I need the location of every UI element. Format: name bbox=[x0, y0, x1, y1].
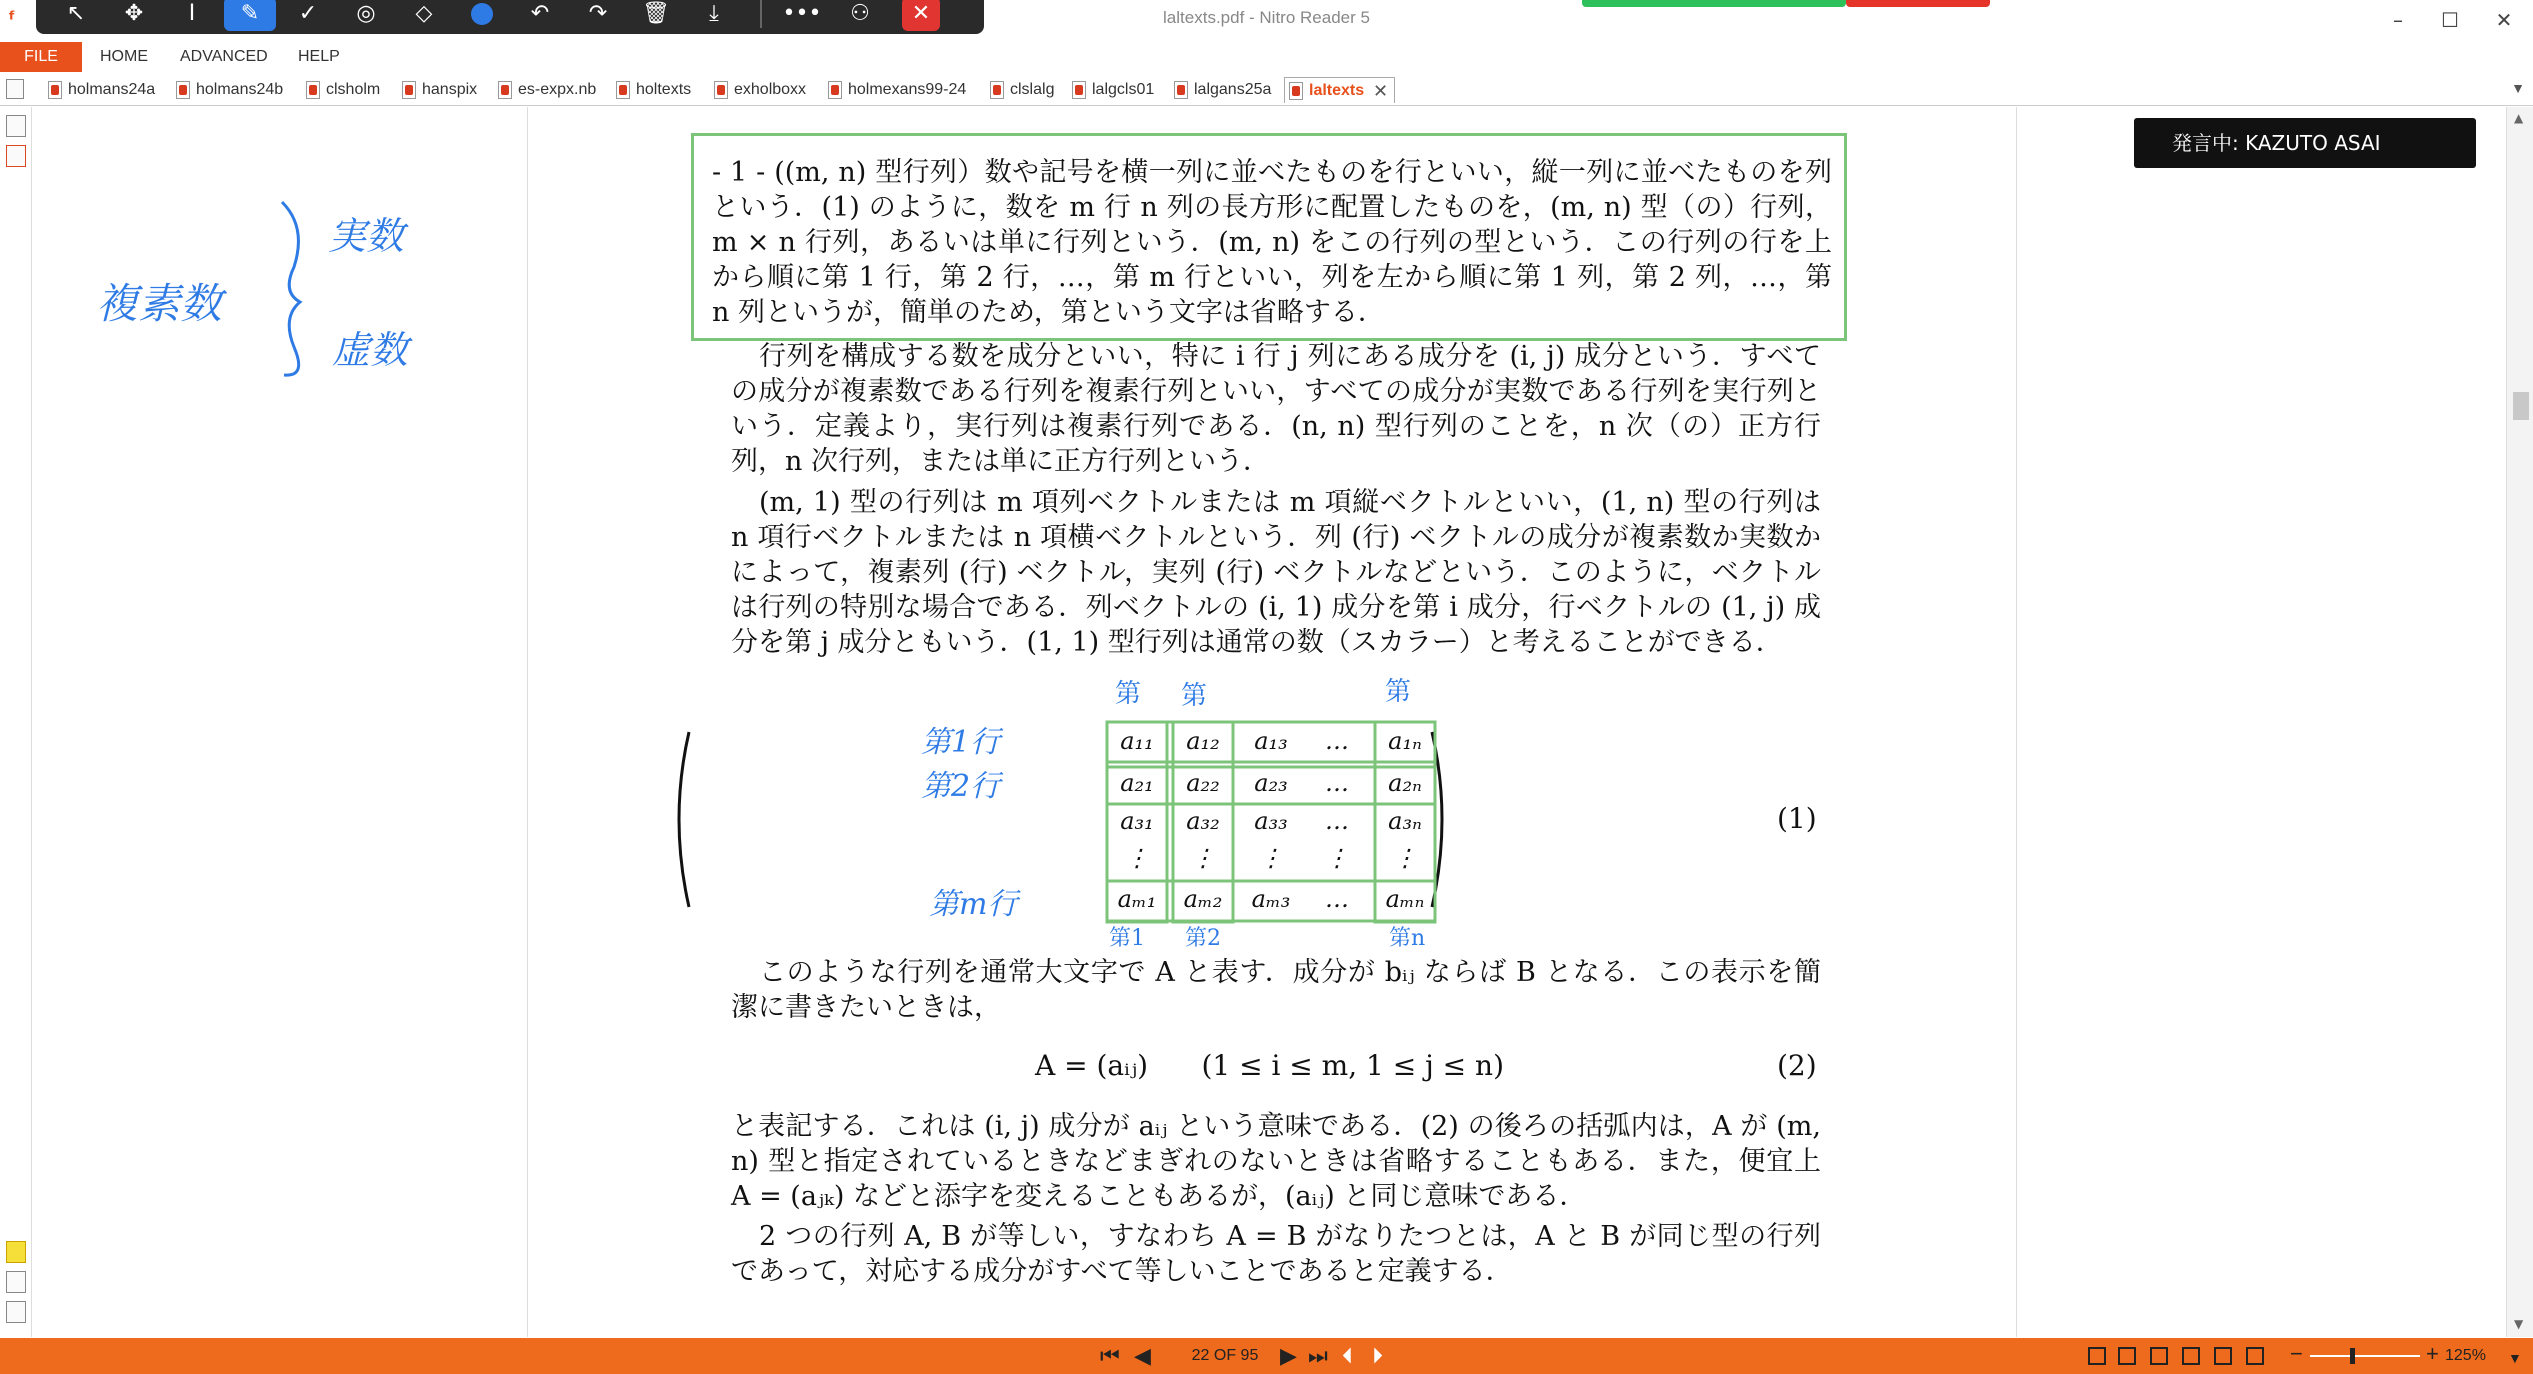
status-chevron-icon[interactable]: ▼ bbox=[2508, 1350, 2522, 1366]
matrix-cell: a₁₁ bbox=[1120, 727, 1154, 755]
note-row-1: 第1行 bbox=[921, 725, 1001, 760]
page-thumbnails-icon[interactable] bbox=[6, 115, 26, 137]
pen-icon[interactable]: ✎ bbox=[224, 0, 276, 31]
page-indicator[interactable]: 22 OF 95 bbox=[1191, 1347, 1259, 1364]
paragraph-notation: このような行列を通常大文字で A と表す．成分が bᵢⱼ ならば B となる．この表示を簡潔に書きたいときは， bbox=[731, 957, 1821, 1023]
tab-clslalg[interactable]: clslalg bbox=[986, 77, 1054, 103]
layers-icon[interactable] bbox=[6, 1301, 26, 1323]
matrix-cell: aₘ₁ bbox=[1117, 885, 1157, 913]
forward-view-icon[interactable]: ⏵ bbox=[1372, 1343, 1384, 1368]
matrix-cell: a₃ₙ bbox=[1388, 807, 1422, 835]
matrix-cell: ⋮ bbox=[1393, 844, 1417, 872]
color-swatch-icon bbox=[471, 3, 493, 25]
first-page-icon[interactable]: ⏮ bbox=[1100, 1343, 1120, 1368]
left-paren bbox=[679, 732, 689, 907]
paragraph-vectors: (m, 1) 型の行列は m 項列ベクトルまたは m 項縦ベクトルといい，(1, n) 型の行列は n 項行ベクトルまたは n 項横ベクトルという．列 (行) ベクトルの成分が複素数か実数かによって，複素列 (行) ベクトル，実列 (行) ベクトルなどという．このように，ベクトルは行列の特別な場合である．列ベクトルの (i, 1) 成分を第 i 成分，行ベクトルの (1, j) 成分を第 j 成分ともいう．(1, 1) 型行列は通常の数（スカラー）と考えることができる． bbox=[731, 487, 1821, 658]
note-imaginary-number: 虚数 bbox=[332, 328, 409, 372]
matrix-cell: a₃₃ bbox=[1254, 807, 1288, 835]
matrix-cell: aₘ₂ bbox=[1183, 885, 1223, 913]
equation-2-number: (2) bbox=[1777, 1049, 1817, 1082]
facing-view-icon[interactable] bbox=[2150, 1347, 2168, 1365]
paragraph-components: 行列を構成する数を成分といい，特に i 行 j 列にある成分を (i, j) 成分という．すべての成分が複素数である行列を複素行列といい，すべての成分が実数である行列を実行列という．定義より，実行列は複素行列である．(n, n) 型行列のことを，n 次（の）正方行列，n 次行列，または単に正方行列という． bbox=[731, 341, 1821, 477]
matrix-cell: a₁ₙ bbox=[1388, 727, 1422, 755]
vertical-scrollbar[interactable] bbox=[2506, 107, 2533, 1337]
note-col-1-bottom: 第1 bbox=[1109, 926, 1145, 951]
pdf-file-icon bbox=[1289, 82, 1303, 100]
note-col-2-bottom: 第2 bbox=[1185, 926, 1221, 951]
matrix-cell: a₃₁ bbox=[1120, 807, 1154, 835]
maximize-button[interactable]: ☐ bbox=[2441, 8, 2459, 32]
users-icon[interactable]: ⚇ bbox=[850, 1, 870, 26]
note-complex-number: 複素数 bbox=[96, 279, 223, 328]
note-row-2: 第2行 bbox=[921, 769, 1001, 804]
bookmarks-icon[interactable] bbox=[6, 145, 26, 167]
eraser-icon[interactable]: ◇ bbox=[415, 1, 433, 26]
facing-continuous-view-icon[interactable] bbox=[2182, 1347, 2200, 1365]
tab-list-icon[interactable] bbox=[6, 79, 24, 99]
fit-width-icon[interactable] bbox=[2214, 1347, 2232, 1365]
pdf-file-icon bbox=[176, 81, 190, 99]
tab-hanspix[interactable]: hanspix bbox=[398, 77, 477, 103]
pdf-file-icon bbox=[616, 81, 630, 99]
equation-1-number: (1) bbox=[1777, 802, 1817, 835]
equation-2: A = (aᵢⱼ) (1 ≤ i ≤ m, 1 ≤ j ≤ n) bbox=[1035, 1049, 1504, 1082]
tab-holtexts[interactable]: holtexts bbox=[612, 77, 691, 103]
window-title: laltexts.pdf - Nitro Reader 5 bbox=[1163, 8, 1370, 27]
nitro-logo-icon[interactable]: ᶠ bbox=[8, 7, 16, 31]
pdf-file-icon bbox=[48, 81, 62, 99]
color-picker-button[interactable] bbox=[456, 0, 508, 31]
matrix-cell: a₂₂ bbox=[1186, 769, 1220, 797]
pdf-page[interactable] bbox=[529, 107, 2016, 1337]
tab-lalgcls01[interactable]: lalgcls01 bbox=[1068, 77, 1154, 103]
paragraph-equality: 2 つの行列 A, B が等しい，すなわち A = B がなりたつとは，A と B が同じ型の行列であって，対応する成分がすべて等しいことであると定義する． bbox=[731, 1221, 1821, 1287]
toolbar-separator bbox=[760, 0, 762, 28]
left-margin-area bbox=[32, 107, 528, 1337]
undo-icon[interactable]: ↶ bbox=[530, 1, 550, 26]
tab-laltexts[interactable]: laltexts ✕ bbox=[1284, 77, 1395, 103]
check-icon[interactable]: ✓ bbox=[298, 1, 318, 26]
pdf-file-icon bbox=[1174, 81, 1188, 99]
matrix-cell: aₘ₃ bbox=[1251, 885, 1291, 913]
pdf-file-icon bbox=[306, 81, 320, 99]
tab-lalgans25a[interactable]: lalgans25a bbox=[1170, 77, 1271, 103]
menu-help[interactable]: HELP bbox=[298, 48, 340, 65]
matrix-cell: a₁₃ bbox=[1254, 727, 1288, 755]
note-col-2-top: 第 bbox=[1181, 681, 1208, 711]
scroll-up-icon[interactable]: ▲ bbox=[2514, 111, 2524, 125]
more-icon[interactable]: ••• bbox=[782, 1, 822, 26]
menu-advanced[interactable]: ADVANCED bbox=[180, 48, 268, 65]
brace-stroke bbox=[282, 202, 300, 375]
matrix-cell: … bbox=[1325, 885, 1349, 913]
tab-holmans24b[interactable]: holmans24b bbox=[172, 77, 283, 103]
paragraph-definition: - 1 - ((m, n) 型行列）数や記号を横一列に並べたものを行といい，縦一列に並べたものを列という．(1) のように，数を m 行 n 列の長方形に配置したものを，(m, n) 型（の）行列，m × n 行列，あるいは単に行列という．(m, n) をこの行列の型という．この行列の行を上から順に第 1 行，第 2 行，…，第 m 行といい，列を左から順に第 1 列，第 2 列，…，第 n 列というが，簡単のため，第という文字は省略する． bbox=[712, 157, 1832, 328]
close-tab-icon[interactable]: ✕ bbox=[1373, 81, 1389, 101]
note-row-m: 第m行 bbox=[929, 887, 1018, 922]
right-margin-area bbox=[2016, 107, 2506, 1337]
matrix-cell: a₂ₙ bbox=[1388, 769, 1422, 797]
zoom-in-icon[interactable]: + bbox=[2426, 1341, 2439, 1366]
text-cursor-icon[interactable]: I bbox=[188, 1, 196, 26]
select-arrow-icon[interactable]: ↖ bbox=[66, 1, 86, 26]
matrix-cell: a₃₂ bbox=[1186, 807, 1220, 835]
matrix-cell: ⋮ bbox=[1325, 844, 1349, 872]
redo-icon[interactable]: ↷ bbox=[588, 1, 608, 26]
scroll-thumb[interactable] bbox=[2513, 392, 2529, 420]
back-view-icon[interactable]: ⏴ bbox=[1342, 1343, 1354, 1368]
close-toolbar-icon[interactable]: ✕ bbox=[902, 0, 940, 31]
audio-level-green bbox=[1582, 0, 1846, 7]
pen-toolbar bbox=[36, 0, 984, 34]
tab-holmans24a[interactable]: holmans24a bbox=[44, 77, 155, 103]
stamp-icon[interactable]: ◎ bbox=[356, 1, 376, 26]
tab-overflow-chevron-icon[interactable]: ▼ bbox=[2511, 80, 2525, 96]
last-page-icon[interactable]: ⏭ bbox=[1308, 1343, 1328, 1368]
tab-holmexans99-24[interactable]: holmexans99-24 bbox=[824, 77, 966, 103]
matrix-cell: aₘₙ bbox=[1385, 885, 1425, 913]
matrix-cell: a₂₃ bbox=[1254, 769, 1288, 797]
continuous-view-icon[interactable] bbox=[2118, 1347, 2136, 1365]
download-icon[interactable]: ⤓ bbox=[709, 1, 719, 26]
matrix-cell: ⋮ bbox=[1191, 844, 1215, 872]
matrix-cell: ⋮ bbox=[1125, 844, 1149, 872]
fullscreen-icon[interactable] bbox=[2246, 1347, 2264, 1365]
matrix-cell: … bbox=[1325, 769, 1349, 797]
pdf-file-icon bbox=[498, 81, 512, 99]
left-tool-strip bbox=[0, 107, 32, 1337]
attachments-icon[interactable] bbox=[6, 1271, 26, 1293]
note-col-1-top: 第 bbox=[1115, 679, 1142, 709]
menu-file[interactable]: FILE bbox=[0, 42, 82, 72]
pdf-file-icon bbox=[402, 81, 416, 99]
tab-clsholm[interactable]: clsholm bbox=[302, 77, 380, 103]
audio-level-red bbox=[1846, 0, 1990, 7]
matrix-cell: … bbox=[1325, 807, 1349, 835]
note-real-number: 実数 bbox=[328, 214, 405, 258]
matrix-cell: a₂₁ bbox=[1120, 769, 1154, 797]
matrix-cell: … bbox=[1325, 727, 1349, 755]
note-col-n-top: 第 bbox=[1385, 677, 1412, 707]
status-bar bbox=[0, 1338, 2533, 1374]
trash-icon[interactable]: 🗑 bbox=[642, 1, 670, 26]
paragraph-meaning: と表記する．これは (i, j) 成分が aᵢⱼ という意味である．(2) の後ろの括弧内は，A が (m, n) 型と指定されているときなどまぎれのないときは省略することもある．また，便宜上 A = (aⱼₖ) などと添字を変えることもあるが，(aᵢⱼ) と同じ意味である． bbox=[731, 1111, 1821, 1212]
move-icon[interactable]: ✥ bbox=[124, 1, 144, 26]
matrix-cell: a₁₂ bbox=[1186, 727, 1220, 755]
zoom-slider-thumb[interactable] bbox=[2350, 1348, 2355, 1364]
single-page-view-icon[interactable] bbox=[2088, 1347, 2106, 1365]
next-page-icon[interactable]: ▶ bbox=[1280, 1343, 1297, 1368]
tab-exholboxx[interactable]: exholboxx bbox=[710, 77, 806, 103]
scroll-down-icon[interactable]: ▼ bbox=[2514, 1317, 2524, 1331]
menu-bar bbox=[0, 42, 2533, 72]
minimize-button[interactable]: – bbox=[2393, 8, 2403, 32]
previous-page-icon[interactable]: ◀ bbox=[1134, 1343, 1151, 1368]
tab-es-expx[interactable]: es-expx.nb bbox=[494, 77, 596, 103]
pdf-file-icon bbox=[1072, 81, 1086, 99]
presenter-badge: 発言中: KAZUTO ASAI bbox=[2134, 118, 2476, 168]
close-window-button[interactable]: ✕ bbox=[2495, 8, 2513, 32]
pdf-file-icon bbox=[714, 81, 728, 99]
zoom-slider[interactable] bbox=[2310, 1355, 2420, 1357]
comments-icon[interactable] bbox=[6, 1241, 26, 1263]
matrix-cell: ⋮ bbox=[1259, 844, 1283, 872]
zoom-level[interactable]: 125% bbox=[2445, 1347, 2486, 1364]
menu-home[interactable]: HOME bbox=[100, 48, 148, 65]
pdf-file-icon bbox=[828, 81, 842, 99]
document-tab-bar bbox=[0, 74, 2533, 106]
note-col-n-bottom: 第n bbox=[1389, 926, 1426, 951]
zoom-out-icon[interactable]: − bbox=[2290, 1341, 2303, 1366]
pdf-file-icon bbox=[990, 81, 1004, 99]
